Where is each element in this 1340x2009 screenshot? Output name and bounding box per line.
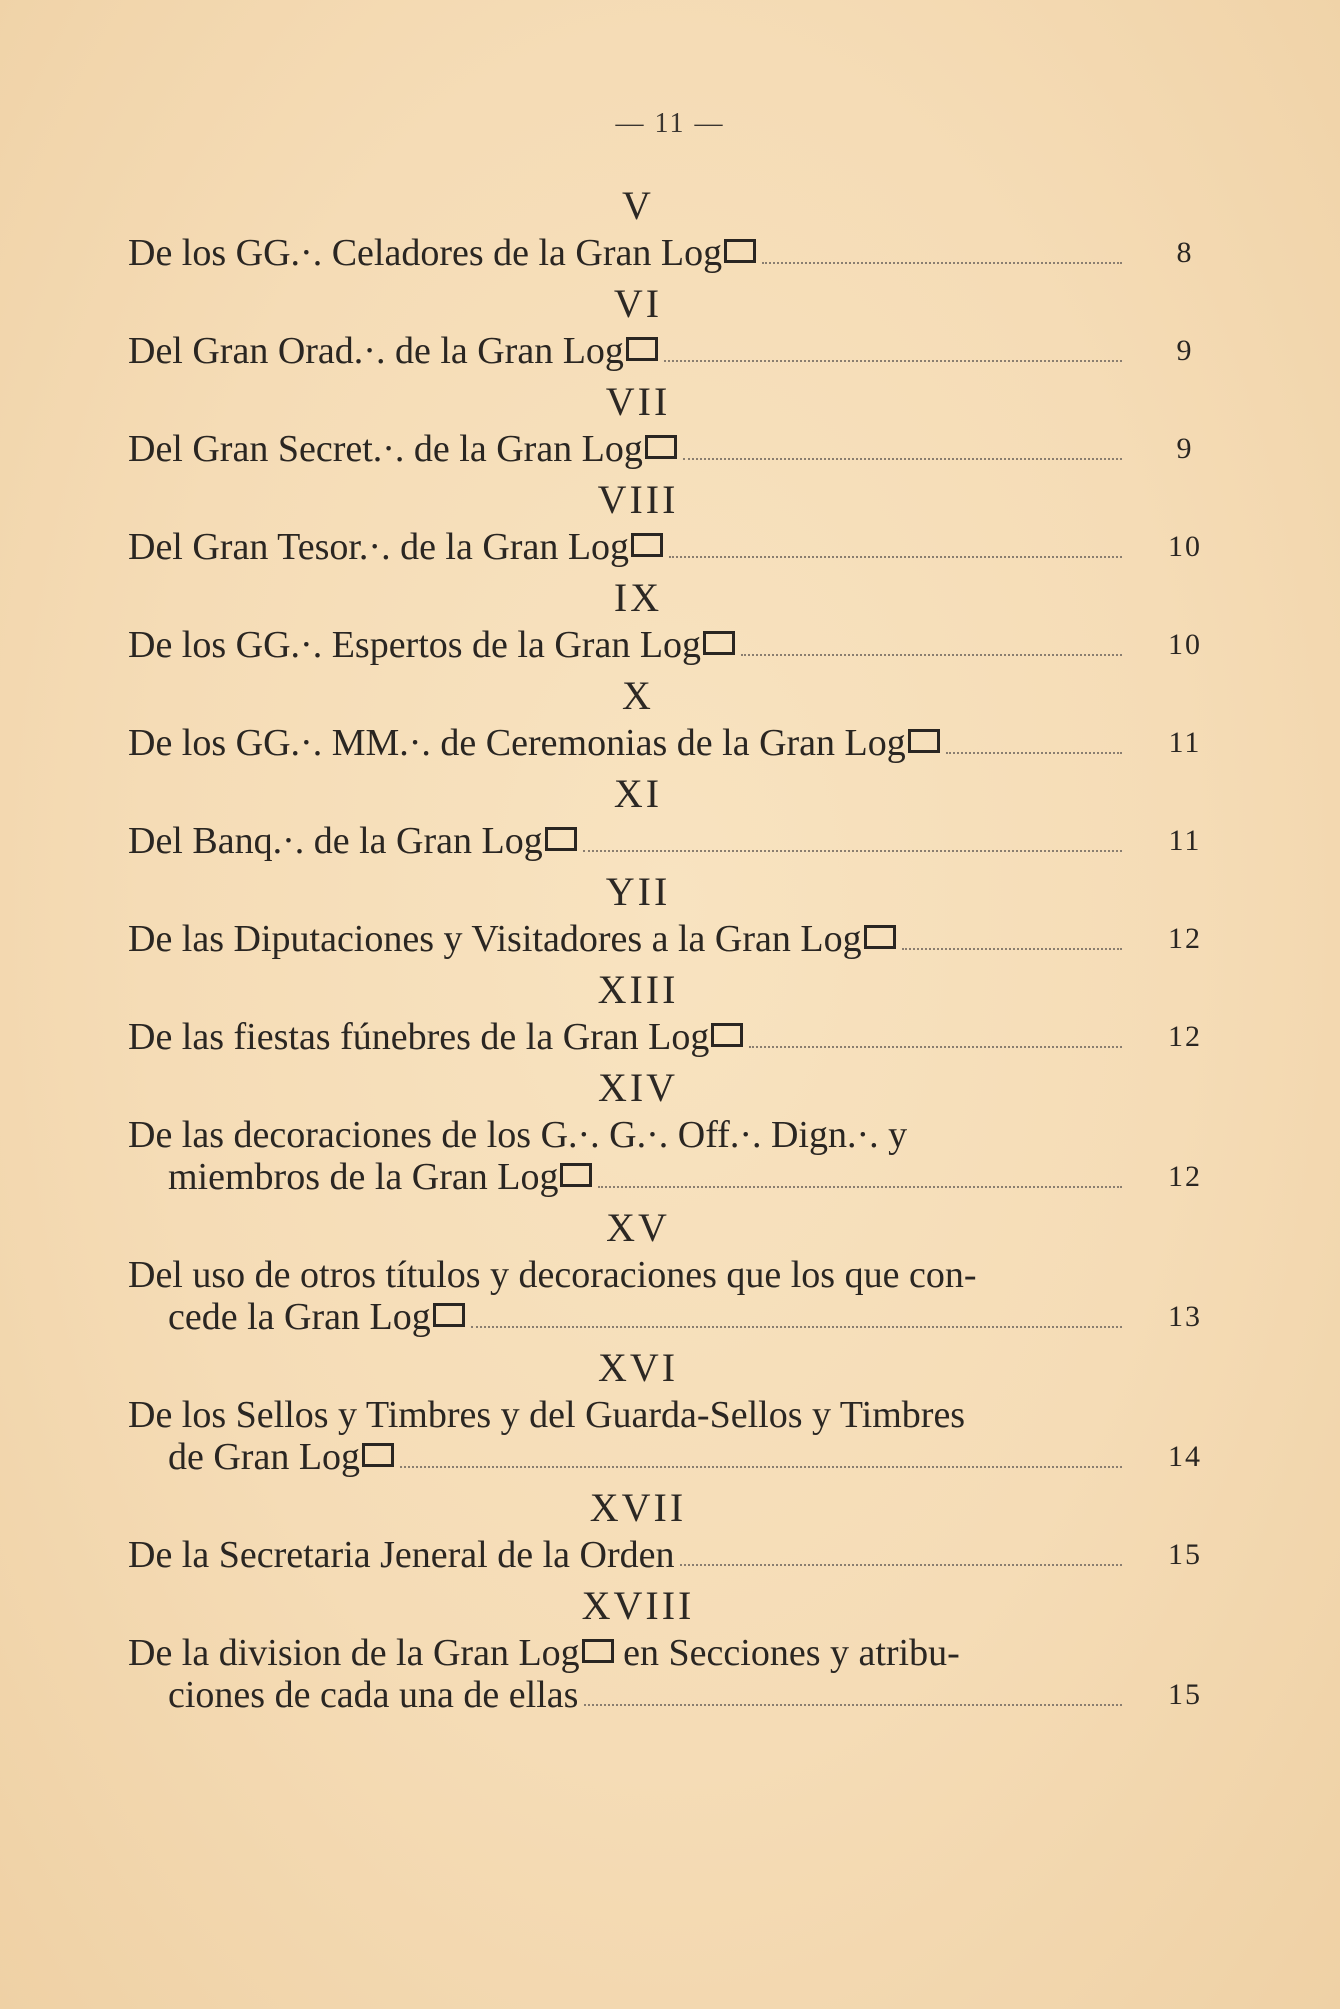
dot-leader xyxy=(741,652,1122,656)
page-number: 9 xyxy=(1176,334,1194,367)
dot-leader xyxy=(946,750,1122,754)
section-heading: XI xyxy=(613,771,663,816)
dot-leader xyxy=(471,1324,1122,1328)
toc-entry xyxy=(128,820,1238,862)
section-heading: VI xyxy=(613,281,663,326)
toc-section xyxy=(128,474,1238,568)
page-number: 11 xyxy=(1168,726,1202,759)
dot-leader xyxy=(583,848,1122,852)
dot-leader xyxy=(669,554,1122,558)
toc-entry xyxy=(128,1534,1238,1576)
table-of-contents xyxy=(128,180,1238,1720)
toc-entry xyxy=(128,232,1238,274)
page-number: 12 xyxy=(1168,1160,1202,1193)
toc-entry xyxy=(128,1016,1238,1058)
entry-text: De las decoraciones de los G.·. G.·. Off.·. Dign.·. y xyxy=(128,1114,908,1156)
entry-text: De las fiestas fúnebres de la Gran Log xyxy=(128,1016,710,1058)
dot-leader xyxy=(400,1464,1122,1468)
lodge-square-symbol xyxy=(362,1443,394,1467)
lodge-square-symbol xyxy=(908,729,940,753)
page-number: 8 xyxy=(1176,236,1194,269)
section-heading: VIII xyxy=(597,477,679,522)
page-number: 14 xyxy=(1168,1440,1202,1473)
lodge-square-symbol xyxy=(703,631,735,655)
entry-text: ciones de cada una de ellas xyxy=(168,1674,579,1716)
lodge-square-symbol xyxy=(631,533,663,557)
toc-section xyxy=(128,768,1238,862)
section-heading: XVII xyxy=(589,1485,687,1530)
dot-leader xyxy=(902,946,1122,950)
section-heading: YII xyxy=(605,869,671,914)
entry-text: en Secciones y atribu- xyxy=(613,1632,960,1674)
toc-section xyxy=(128,180,1238,274)
page-number: 12 xyxy=(1168,922,1202,955)
toc-section xyxy=(128,964,1238,1058)
lodge-square-symbol xyxy=(582,1639,614,1663)
section-heading: XIII xyxy=(597,967,679,1012)
section-heading: XVIII xyxy=(581,1583,695,1628)
entry-text: Del Banq.·. de la Gran Log xyxy=(128,820,543,862)
toc-entry xyxy=(128,722,1238,764)
lodge-square-symbol xyxy=(433,1303,465,1327)
toc-entry xyxy=(128,1254,1238,1338)
entry-text: De la Secretaria Jeneral de la Orden xyxy=(128,1534,675,1576)
section-heading: X xyxy=(622,673,654,718)
page-number: 9 xyxy=(1176,432,1194,465)
lodge-square-symbol xyxy=(724,239,756,263)
page-number: 13 xyxy=(1168,1300,1202,1333)
entry-text: cede la Gran Log xyxy=(168,1296,431,1338)
toc-section xyxy=(128,1580,1238,1716)
page-number: 15 xyxy=(1168,1538,1202,1571)
entry-text: Del Gran Orad.·. de la Gran Log xyxy=(128,330,624,372)
dot-leader xyxy=(749,1044,1122,1048)
dot-leader xyxy=(680,1562,1122,1566)
dot-leader xyxy=(762,260,1122,264)
section-heading: XIV xyxy=(597,1065,679,1110)
page-number: 10 xyxy=(1168,628,1202,661)
toc-section xyxy=(128,1342,1238,1478)
toc-section xyxy=(128,278,1238,372)
page-number: 12 xyxy=(1168,1020,1202,1053)
entry-text: De los GG.·. Celadores de la Gran Log xyxy=(128,232,723,274)
lodge-square-symbol xyxy=(645,435,677,459)
toc-entry xyxy=(128,624,1238,666)
entry-text: De los Sellos y Timbres y del Guarda-Sellos y Timbres xyxy=(128,1394,966,1436)
section-heading: XV xyxy=(606,1205,670,1250)
page-folio: — 11 — xyxy=(615,108,725,139)
toc-section xyxy=(128,1062,1238,1198)
toc-section xyxy=(128,1482,1238,1576)
lodge-square-symbol xyxy=(545,827,577,851)
toc-section xyxy=(128,572,1238,666)
page-number: 10 xyxy=(1168,530,1202,563)
dot-leader xyxy=(598,1184,1122,1188)
page-number: 11 xyxy=(1168,824,1202,857)
lodge-square-symbol xyxy=(560,1163,592,1187)
dot-leader xyxy=(584,1702,1122,1706)
entry-text: miembros de la Gran Log xyxy=(168,1156,559,1198)
toc-entry xyxy=(128,428,1238,470)
toc-entry xyxy=(128,526,1238,568)
toc-entry xyxy=(128,1632,1238,1716)
entry-text: De los GG.·. Espertos de la Gran Log xyxy=(128,624,702,666)
dot-leader xyxy=(664,358,1122,362)
lodge-square-symbol xyxy=(626,337,658,361)
toc-entry xyxy=(128,330,1238,372)
section-heading: XVI xyxy=(597,1345,679,1390)
toc-entry xyxy=(128,918,1238,960)
entry-text: Del Gran Tesor.·. de la Gran Log xyxy=(128,526,630,568)
page-number: 15 xyxy=(1168,1678,1202,1711)
toc-section xyxy=(128,1202,1238,1338)
entry-text: de Gran Log xyxy=(168,1436,361,1478)
dot-leader xyxy=(683,456,1122,460)
entry-text: Del Gran Secret.·. de la Gran Log xyxy=(128,428,643,470)
toc-section xyxy=(128,376,1238,470)
entry-text: De la division de la Gran Log xyxy=(128,1632,580,1674)
section-heading: VII xyxy=(605,379,671,424)
toc-entry xyxy=(128,1394,1238,1478)
entry-text: Del uso de otros títulos y decoraciones que los que con- xyxy=(128,1254,977,1296)
section-heading: V xyxy=(622,183,654,228)
entry-text: De las Diputaciones y Visitadores a la Gran Log xyxy=(128,918,862,960)
lodge-square-symbol xyxy=(711,1023,743,1047)
toc-entry xyxy=(128,1114,1238,1198)
section-heading: IX xyxy=(613,575,663,620)
toc-section xyxy=(128,670,1238,764)
toc-section xyxy=(128,866,1238,960)
lodge-square-symbol xyxy=(864,925,896,949)
entry-text: De los GG.·. MM.·. de Ceremonias de la Gran Log xyxy=(128,722,906,764)
